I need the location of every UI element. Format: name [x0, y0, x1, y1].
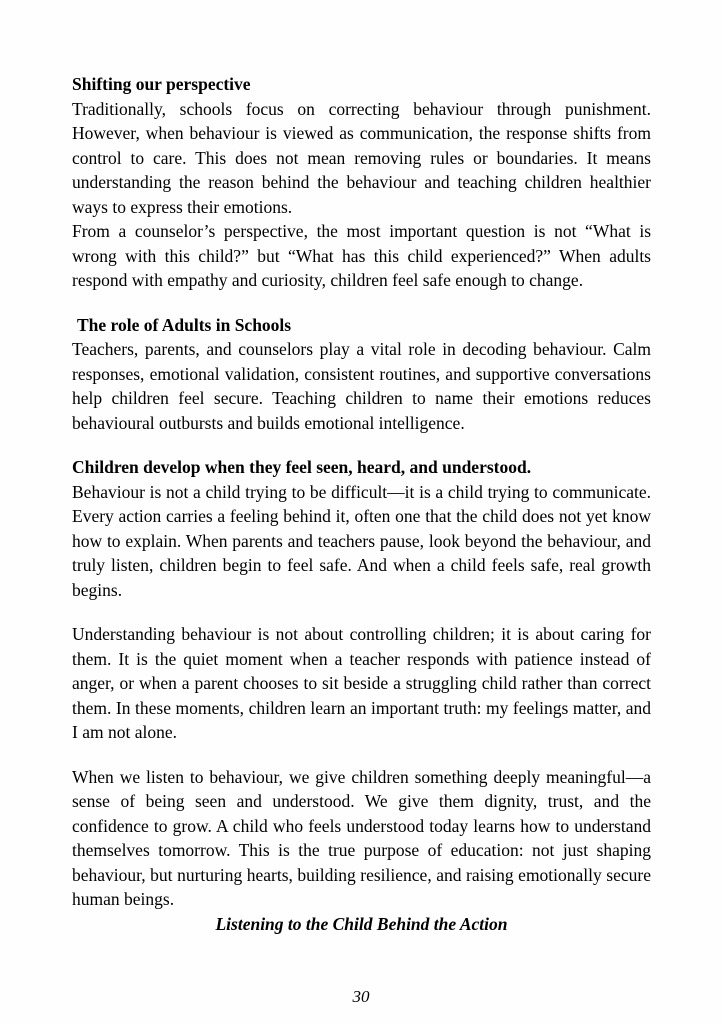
page-number: 30 — [352, 987, 370, 1006]
closing-caption: Listening to the Child Behind the Action — [215, 913, 508, 934]
paragraph-when-we-listen: When we listen to behaviour, we give children something deeply meaningful—a sense of being seen and understood. We give them dignity, trust, and the confidence to grow. A child who feels understood today learns how to understand themselves tomorrow. This is the true purpose of education: not just shaping behaviour, but nurturing hearts, building resilience, and raising emotionally secure human beings. — [72, 766, 651, 909]
heading-shifting-our-perspective: Shifting our perspective — [72, 74, 251, 94]
heading-children-develop: Children develop when they feel seen, heard, and understood. — [72, 457, 532, 477]
paragraph-traditionally-schools: Traditionally, schools focus on correcting behaviour through punishment. However, when behaviour is viewed as communication, the response shifts from control to care. This does not mean removing rules or boundaries. It means understanding the reason behind the behaviour and teaching children healthier ways to express their emotions. — [72, 98, 651, 217]
paragraph-understanding-behaviour: Understanding behaviour is not about controlling children; it is about caring for them. It is the quiet moment when a teacher responds with patience instead of anger, or when a parent chooses to sit beside a struggling child rather than correct them. In these moments, children learn an important truth: my feelings matter, and I am not alone. — [72, 624, 651, 742]
paragraph-teachers-parents-counselors: Teachers, parents, and counselors play a vital role in decoding behaviour. Calm responses, emotional validation, consistent routines, and supportive conversations help children feel secure. Teaching children to name their emotions reduces behavioural outbursts and builds emotional intelligence. — [72, 339, 651, 433]
page-body — [72, 72, 651, 936]
page-footer — [0, 986, 722, 1008]
paragraph-counselors-perspective: From a counselor’s perspective, the most important question is not “What is wrong with this child?” but “What has this child experienced?” When adults respond with empathy and curiosity, children feel safe enough to change. — [72, 221, 651, 290]
paragraph-behaviour-communicate: Behaviour is not a child trying to be difficult—it is a child trying to communicate. Every action carries a feeling behind it, often one that the child does not yet know how to explain. When parents and teachers pause, look beyond the behaviour, and truly listen, children begin to feel safe. And when a child feels safe, real growth begins. — [72, 481, 651, 600]
heading-role-of-adults-in-schools: The role of Adults in Schools — [77, 314, 292, 335]
